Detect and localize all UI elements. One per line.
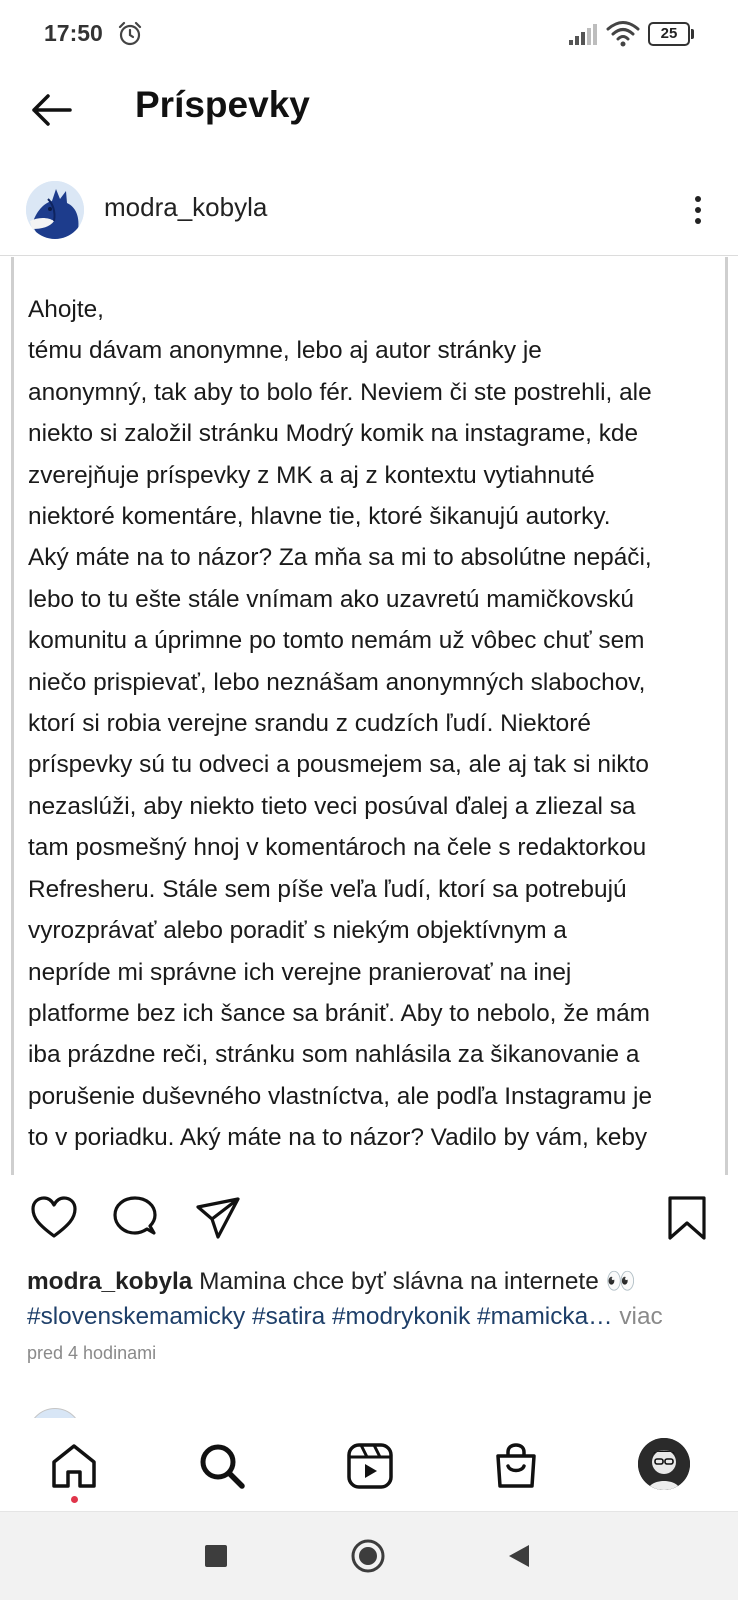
heart-icon[interactable] [29, 1193, 79, 1243]
post-text-line: to v poriadku. Aký máte na to názor? Vadilo by vám, keby [28, 1124, 648, 1152]
post-text-line: nezaslúži, aby niekto tieto veci posúval ďalej a zliezal sa [28, 792, 636, 820]
post-username[interactable]: modra_kobyla [104, 192, 268, 222]
bottom-navigation [0, 1420, 738, 1512]
post-text-line: niekto si založil stránku Modrý komik na instagrame, kde [28, 420, 639, 448]
horse-avatar-icon [26, 181, 84, 239]
wifi-icon [606, 19, 640, 47]
post-actions [0, 1175, 738, 1265]
post-text-line: zverejňuje príspevky z MK a aj z kontextu vytiahnuté [28, 461, 595, 489]
post-timestamp: pred 4 hodinami [27, 1343, 157, 1363]
post-text-line: platforme bez ich šance sa brániť. Aby to nebolo, že mám [28, 999, 650, 1027]
signal-icon [568, 22, 598, 46]
post-text-line: lebo to tu ešte stále vnímam ako uzavretú mamičkovskú [28, 585, 634, 613]
post-text-line: tému dávam anonymne, lebo aj autor stránky je [28, 337, 542, 365]
post-text-line: porušenie duševného vlastníctva, ale podľa Instagramu je [28, 1082, 653, 1110]
shop-icon[interactable] [490, 1440, 542, 1492]
search-icon[interactable] [196, 1440, 248, 1492]
post-text-line: niektoré komentáre, hlavne tie, ktoré šikanujú autorky. [28, 503, 611, 531]
bookmark-icon[interactable] [662, 1193, 712, 1243]
post-text-line: nepríde mi správne ich verejne pranierovať na inej [28, 958, 572, 986]
battery-icon [648, 22, 694, 46]
post-text-line: Refresheru. Stále sem píše veľa ľudí, ktorí sa potrebujú [28, 875, 627, 903]
post-text-line: ktorí si robia verejne srandu z cudzích ľudí. Niektoré [28, 710, 591, 738]
home-circle-icon[interactable] [350, 1538, 386, 1574]
post-text-line: komunitu a úprimne po tomto nemám už vôbec chuť sem [28, 627, 645, 655]
vertical-dots-icon[interactable] [680, 192, 716, 228]
post-text [28, 289, 718, 1159]
recent-apps-icon[interactable] [205, 1545, 227, 1567]
post-text-line: príspevky sú tu odveci a pousmejem sa, ale aj tak si nikto [28, 751, 649, 779]
page-title: Príspevky [135, 84, 310, 125]
post-text-line: iba prázdne reči, stránku som nahlásila za šikanovanie a [28, 1041, 640, 1069]
home-icon[interactable] [48, 1440, 100, 1492]
post-text-line: Aký máte na to názor? Za mňa sa mi to absolútne nepáči, [28, 544, 652, 572]
post-text-line: niečo prispievať, lebo neznášam anonymných slabochov, [28, 668, 646, 696]
caption-text: Mamina chce byť slávna na internete 👀 [192, 1268, 636, 1295]
post-image-text[interactable] [0, 257, 738, 1175]
status-time: 17:50 [44, 20, 103, 46]
caption-more-link[interactable]: viac [612, 1303, 663, 1330]
battery-level: 25 [660, 25, 678, 42]
back-triangle-icon[interactable] [505, 1542, 533, 1570]
avatar[interactable] [26, 181, 84, 239]
notification-dot [71, 1496, 78, 1503]
next-post-avatar[interactable] [28, 1408, 82, 1418]
post-text-line: tam posmešný hnoj v komentároch na čele s redaktorkou [28, 834, 647, 862]
arrow-left-icon[interactable] [28, 86, 76, 134]
post-text-line: anonymný, tak aby to bolo fér. Neviem či ste postrehli, ale [28, 378, 652, 406]
post-text-line: vyrozprávať alebo poradiť s niekým objektívnym a [28, 917, 567, 945]
post-header [0, 170, 738, 256]
comment-icon[interactable] [110, 1193, 160, 1243]
post-text-line: Ahojte, [28, 296, 104, 323]
alarm-icon [116, 20, 144, 48]
caption-hashtags[interactable]: #slovenskemamicky #satira #modrykonik #mamicka… [27, 1303, 613, 1330]
profile-photo-icon [638, 1438, 690, 1490]
post-caption [27, 1264, 717, 1334]
system-navigation-bar [0, 1512, 738, 1600]
reels-icon[interactable] [344, 1440, 396, 1492]
profile-avatar[interactable] [638, 1438, 690, 1490]
caption-username[interactable]: modra_kobyla [27, 1268, 193, 1295]
status-bar [0, 0, 738, 70]
app-header [0, 70, 738, 178]
send-icon[interactable] [194, 1193, 244, 1243]
